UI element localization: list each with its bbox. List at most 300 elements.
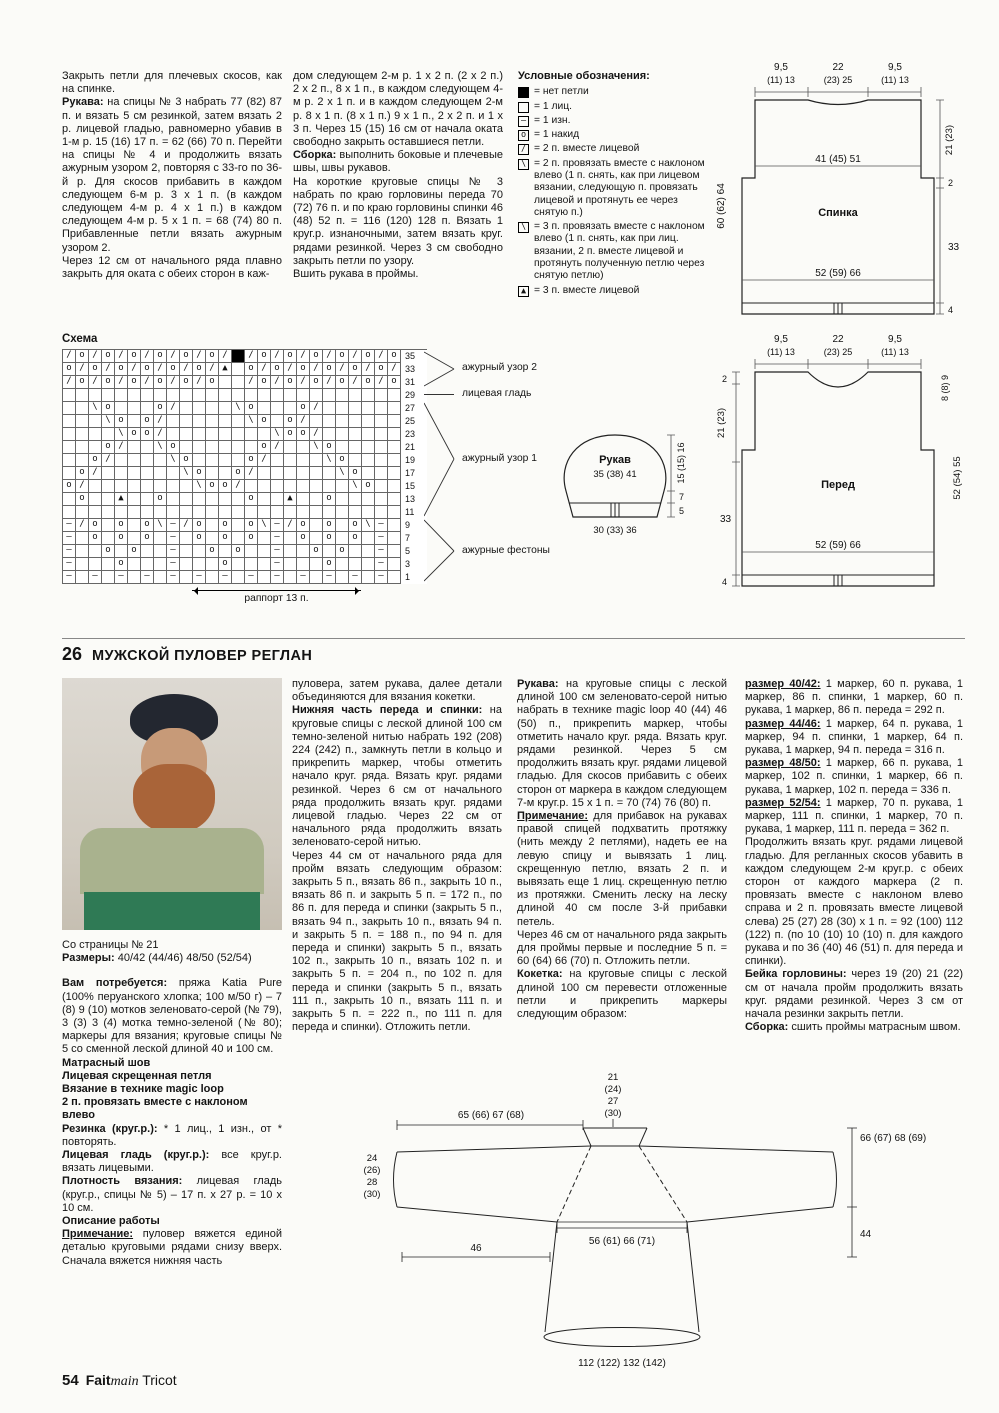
chart-cell [219, 376, 232, 389]
chart-cell: o [323, 493, 336, 506]
rapport-arrow [192, 590, 361, 591]
chart-cell: / [232, 480, 245, 493]
chart-cell: o [258, 350, 271, 363]
chart-cell [388, 454, 401, 467]
paragraph: Лицевая гладь (круг.р.): все круг.р. вязать лицевыми. [62, 1149, 282, 1175]
chart-cell [336, 428, 349, 441]
chart-cell [362, 428, 375, 441]
chart-cell [388, 532, 401, 545]
chart-cell: / [193, 350, 206, 363]
stitch-symbol-icon [518, 102, 529, 113]
chart-cell [63, 415, 76, 428]
chart-cell [310, 532, 323, 545]
chart-cell: – [297, 571, 310, 584]
chart-cell [310, 558, 323, 571]
chart-cell [310, 389, 323, 402]
chart-cell: – [271, 532, 284, 545]
chart-cell [232, 376, 245, 389]
chart-cell: o [206, 350, 219, 363]
chart-cell [102, 571, 115, 584]
chart-cell [76, 415, 89, 428]
chart-cell: / [89, 376, 102, 389]
chart-cell [284, 402, 297, 415]
chart-row [63, 454, 427, 467]
chart-cell [271, 402, 284, 415]
chart-cell [89, 441, 102, 454]
chart-cell [375, 402, 388, 415]
chart-cell [180, 428, 193, 441]
chart-cell [141, 558, 154, 571]
chart-cell: – [375, 519, 388, 532]
chart-cell [284, 454, 297, 467]
chart-cell: / [245, 376, 258, 389]
chart-cell [206, 454, 219, 467]
chart-cell [349, 415, 362, 428]
paragraph: Вшить рукава в проймы. [293, 268, 419, 281]
chart-cell [167, 467, 180, 480]
pattern-label-scallops: ажурные фестоны [462, 545, 550, 556]
chart-row [63, 532, 427, 545]
chart-cell [245, 545, 258, 558]
chart-cell: o [297, 402, 310, 415]
chart-cell [63, 467, 76, 480]
stitch-symbol-icon: – [518, 116, 529, 127]
chart-cell [141, 493, 154, 506]
chart-cell: o [388, 350, 401, 363]
article-column-4 [745, 678, 963, 1034]
chart-cell: \ [362, 519, 375, 532]
stitch-symbol-icon [518, 87, 529, 98]
chart-cell: ▲ [219, 363, 232, 376]
chart-cell [232, 532, 245, 545]
chart-cell: \ [232, 402, 245, 415]
chart-cell: / [115, 441, 128, 454]
chart-cell [180, 506, 193, 519]
chart-cell [141, 467, 154, 480]
chart-cell: o [336, 350, 349, 363]
chart-cell: o [284, 350, 297, 363]
chest-width: 56 (61) 66 (71) [588, 1236, 656, 1247]
chart-cell [167, 506, 180, 519]
chart-cell [388, 519, 401, 532]
chart-cell: o [128, 428, 141, 441]
chart-cell [63, 454, 76, 467]
chart-cell [154, 389, 167, 402]
chart-cell [297, 545, 310, 558]
stitch-symbol-icon: / [518, 144, 529, 155]
chart-cell: o [310, 350, 323, 363]
chart-cell [258, 467, 271, 480]
chart-cell [180, 545, 193, 558]
chart-cell: o [141, 415, 154, 428]
front-left-body: 33 [720, 514, 732, 525]
chart-cell: / [310, 402, 323, 415]
chart-cell [258, 493, 271, 506]
chart-cell: o [258, 441, 271, 454]
paragraph: Плотность вязания: лицевая гладь (круг.р., спицы № 5) – 17 п. х 27 р. = 10 х 10 см. [62, 1175, 282, 1214]
chart-cell [323, 428, 336, 441]
chart-cell: / [63, 376, 76, 389]
chart-cell [180, 480, 193, 493]
front-neck-w: 22 [832, 334, 844, 345]
chart-cell: o [76, 493, 89, 506]
pattern-label-stockinette: лицевая гладь [462, 388, 532, 399]
chart-row-number: 1 [405, 572, 411, 582]
neckband-shape [583, 1128, 647, 1146]
chart-cell [388, 402, 401, 415]
paragraph: Размеры: 40/42 (44/46) 48/50 (52/54) [62, 952, 252, 965]
chart-cell [76, 558, 89, 571]
front-lower-width: 52 (59) 66 [815, 540, 861, 551]
chart-cell [63, 389, 76, 402]
chart-cell [310, 480, 323, 493]
legend-item-text: = 2 п. вместе лицевой [534, 143, 640, 155]
chart-cell: – [63, 558, 76, 571]
page-number: 54 [62, 1372, 79, 1389]
chart-cell [115, 467, 128, 480]
chart-cell: – [63, 571, 76, 584]
chart-cell: o [323, 441, 336, 454]
back-lower-width: 52 (59) 66 [815, 268, 861, 279]
front-left-rib: 4 [722, 577, 728, 587]
legend-items [518, 86, 710, 297]
chart-cell: – [271, 558, 284, 571]
chart-cell [323, 402, 336, 415]
top-column-1 [62, 70, 282, 281]
chart-cell [89, 545, 102, 558]
front-neck-depth: 8 (8) 9 [940, 374, 950, 402]
paragraph: Рукава: на круговые спицы с леской длиной 100 см зеленовато-серой нитью набрать в технике magic loop 40 (44) 46 (50) п., прикрепить маркер, чтобы отметить начало круг. ряда. Вязать круг. рядами резинкой. Через 5 см продолжить вязать круг. рядами лицевой гладью. Для скосов прибавить с обеих сторон от маркера в каждом следующем 7-м круг.р. 15 х 1 п. = 70 (74) 76 (80) п. [517, 678, 727, 809]
chart-cell: / [323, 350, 336, 363]
paragraph: Закрыть петли для плечевых скосов, как на спинке. [62, 70, 282, 96]
chart-cell [115, 389, 128, 402]
construction-diagram [352, 1070, 967, 1370]
chart-cell: / [297, 350, 310, 363]
chart-cell [336, 493, 349, 506]
article-column-3 [517, 678, 727, 1021]
chart-brackets [424, 349, 460, 583]
chart-cell [362, 493, 375, 506]
chart-cell [180, 389, 193, 402]
chart-cell [310, 467, 323, 480]
chart-row [63, 389, 427, 402]
chart-cell: o [219, 532, 232, 545]
chart-cell [167, 493, 180, 506]
chart-cell: o [115, 363, 128, 376]
chart-cell [102, 558, 115, 571]
chart-cell: o [336, 454, 349, 467]
chart-cell [63, 402, 76, 415]
chart-cell: / [284, 363, 297, 376]
chart-cell [206, 467, 219, 480]
stitch-symbol-icon: o [518, 130, 529, 141]
paragraph: Сборка: сшить проймы матрасным швом. [745, 1021, 961, 1034]
chart-cell: / [102, 454, 115, 467]
chart-cell: o [128, 350, 141, 363]
chart-cell [76, 428, 89, 441]
chart-cell: – [141, 571, 154, 584]
sleeve-label: Рукав [599, 454, 631, 466]
chart-cell: o [206, 376, 219, 389]
chart-cell: \ [89, 402, 102, 415]
chart-cell [63, 428, 76, 441]
chart-cell: o [206, 480, 219, 493]
paragraph: дом следующем 2-м р. 1 х 2 п. (2 х 2 п.) 2 х 2 п., 8 х 1 п., в каждом следующем 4-м р. 2 х 1 п. и в каждом следующем 2-м р. 8 х 1 п. (8 х 1 п.) 9 х 1 п., 2 х 2 п. и 1 х 3 п. Через 15 (15) 16 см от начала оката свободно закрыть оставшиеся петли. [293, 70, 503, 149]
chart-cell [297, 467, 310, 480]
chart-row [63, 480, 427, 493]
chart-cell [167, 389, 180, 402]
chart-cell [232, 363, 245, 376]
pattern-label-lace2: ажурный узор 2 [462, 362, 537, 373]
chart-row [63, 467, 427, 480]
chart-cell [141, 402, 154, 415]
chart-cell [336, 415, 349, 428]
chart-row-number: 5 [405, 546, 411, 556]
chart-cell [193, 506, 206, 519]
chart-cell [323, 467, 336, 480]
legend-item-text: = 2 п. провязать вместе с наклоном влево (1 п. снять, как при лицевом вязании, следующую п. провязать лицевой и протянуть ее через снятую п.) [534, 157, 705, 218]
chart-cell [297, 441, 310, 454]
legend-item [518, 143, 710, 155]
chart-cell [336, 532, 349, 545]
article-col1-text [62, 939, 282, 1268]
chart-cell: o [245, 493, 258, 506]
chart-cell: / [76, 363, 89, 376]
chart-cell: / [180, 363, 193, 376]
chart-row-number: 7 [405, 533, 411, 543]
chart-cell [128, 402, 141, 415]
chart-cell [167, 415, 180, 428]
chart-row [63, 558, 427, 571]
chart-cell: / [297, 376, 310, 389]
chart-cell [193, 558, 206, 571]
chart-cell: – [167, 532, 180, 545]
chart-cell: \ [310, 441, 323, 454]
paragraph: Примечание: пуловер вяжется единой деталью круговыми рядами снизу вверх. Сначала вяжется нижняя часть [62, 1228, 282, 1267]
chart-cell [310, 415, 323, 428]
chart-cell [349, 506, 362, 519]
chart-cell [336, 441, 349, 454]
chart-cell [362, 389, 375, 402]
chart-row [63, 519, 427, 532]
chart-cell [258, 545, 271, 558]
chart-cell: o [63, 480, 76, 493]
chart-cell: o [258, 415, 271, 428]
chart-cell [76, 389, 89, 402]
chart-cell: – [167, 519, 180, 532]
chart-cell: / [180, 519, 193, 532]
chart-cell: / [141, 350, 154, 363]
chart-cell: / [115, 376, 128, 389]
chart-cell: – [115, 571, 128, 584]
chart-cell: \ [154, 519, 167, 532]
chart-cell: o [141, 428, 154, 441]
chart-cell [193, 428, 206, 441]
chart-cell: o [180, 350, 193, 363]
chart-cell [180, 415, 193, 428]
chart-cell [219, 389, 232, 402]
paragraph: Резинка (круг.р.): * 1 лиц., 1 изн., от * повторять. [62, 1122, 282, 1148]
chart-cell [206, 441, 219, 454]
chart-cell [219, 454, 232, 467]
paragraph: Через 12 см от начального ряда плавно закрыть для оката с обеих сторон в каж- [62, 254, 282, 281]
chart-cell [271, 506, 284, 519]
chart-cell: – [219, 571, 232, 584]
chart-cell [375, 415, 388, 428]
chart-cell [141, 545, 154, 558]
back-right-yoke: 21 (23) [944, 124, 955, 156]
chart-cell [102, 428, 115, 441]
chart-cell: – [271, 571, 284, 584]
chart-cell: o [76, 376, 89, 389]
chart-cell: / [271, 441, 284, 454]
chart-cell [76, 571, 89, 584]
chart-cell [297, 480, 310, 493]
chart-cell: / [349, 376, 362, 389]
back-shoulder-w1-alt: (11) 13 [767, 75, 795, 85]
chart-cell: o [349, 363, 362, 376]
chart-cell [388, 571, 401, 584]
chart-cell: o [245, 532, 258, 545]
chart-cell [193, 389, 206, 402]
chart-cell [271, 454, 284, 467]
chart-cell [245, 428, 258, 441]
front-shoulder-w1-alt: (11) 13 [767, 347, 795, 357]
chart-cell [141, 441, 154, 454]
paragraph: Матрасный шов [62, 1056, 151, 1069]
back-label: Спинка [818, 207, 858, 219]
front-shoulder-w1: 9,5 [774, 334, 788, 345]
chart-cell [102, 480, 115, 493]
chart-cell: o [362, 480, 375, 493]
chart-cell [362, 558, 375, 571]
back-shoulder-w1: 9,5 [774, 62, 788, 73]
sleeve-bottom-width: 30 (33) 36 [593, 525, 637, 536]
chart-cell: \ [245, 415, 258, 428]
chart-cell: / [245, 350, 258, 363]
chart-cell: – [375, 545, 388, 558]
back-right-step: 2 [948, 178, 954, 188]
chart-cell: \ [323, 454, 336, 467]
chart-row-number: 19 [405, 455, 416, 465]
chart-cell: o [115, 532, 128, 545]
chart-cell: \ [167, 454, 180, 467]
chart-cell [180, 558, 193, 571]
chart-cell [284, 571, 297, 584]
chart-row-number: 17 [405, 468, 416, 478]
chart-cell: o [154, 350, 167, 363]
chart-row-number: 35 [405, 351, 416, 361]
chart-cell: o [76, 350, 89, 363]
paragraph: Через 46 см от начального ряда закрыть для проймы первые и последние 5 п. = 60 (64) 66 (70) п. Отложить петли. [517, 928, 727, 968]
chart-cell: / [375, 350, 388, 363]
chart-cell [284, 441, 297, 454]
chart-cell [362, 441, 375, 454]
article-column-2 [292, 678, 502, 1034]
chart-cell [349, 402, 362, 415]
back-right-body: 33 [948, 242, 960, 253]
chart-cell: o [323, 532, 336, 545]
chart-cell [89, 415, 102, 428]
paragraph: Описание работы [62, 1215, 160, 1228]
back-left-height: 60 (62) 64 [716, 183, 727, 229]
chart-cell: – [245, 571, 258, 584]
sleeve-upper-width: 35 (38) 41 [593, 469, 637, 480]
chart-cell [271, 415, 284, 428]
chart-cell [362, 545, 375, 558]
chart-cell: o [349, 532, 362, 545]
chart-cell: o [297, 363, 310, 376]
lower-height: 44 [860, 1229, 872, 1240]
chart-cell: – [323, 571, 336, 584]
chart-cell: o [271, 363, 284, 376]
chart-cell [349, 545, 362, 558]
chart-cell [245, 558, 258, 571]
chart-cell [323, 480, 336, 493]
chart-cell [76, 545, 89, 558]
chart-cell [102, 467, 115, 480]
chart-cell [232, 454, 245, 467]
legend-item-text: = 3 п. провязать вместе с наклоном влево (1 п. снять, как при лиц. вязании, 2 п. вместе лицевой и протянуть полученную петлю через снятую петлю) [534, 221, 705, 282]
paragraph: размер 52/54: 1 маркер, 70 п. рукава, 1 маркер, 111 п. спинки, 1 маркер, 70 п. рукава, 1 маркер, 111 п. переда = 362 п. [745, 796, 963, 836]
chart-cell: – [375, 532, 388, 545]
chart-cell: \ [271, 428, 284, 441]
chart-cell [271, 493, 284, 506]
chart-cell: o [245, 363, 258, 376]
top-column-2 [293, 70, 503, 281]
cuff-measure-4: (30) [363, 1189, 381, 1200]
chart-cell: o [284, 428, 297, 441]
chart-cell [128, 454, 141, 467]
chart-row [63, 571, 427, 584]
chart-cell: o [362, 376, 375, 389]
chart-cell [219, 415, 232, 428]
chart-cell [141, 480, 154, 493]
chart-cell: o [102, 350, 115, 363]
chart-row-number: 29 [405, 390, 416, 400]
chart-cell: / [154, 415, 167, 428]
paragraph: Вам потребуется: пряжа Katia Pure (100% перуанского хлопка; 100 м/50 г) – 7 (8) 9 (10) мотков зеленовато-серой (№ 79), 3 (3) 3 (4) мотка темно-зеленой (№ 80); маркеры для вязания; круговые спицы № 5 со сменной леской длиной 40 и 100 см. [62, 977, 283, 1056]
chart-cell [141, 454, 154, 467]
chart-cell [388, 506, 401, 519]
paragraph: Продолжить вязать круг. рядами лицевой гладью. Для регланных скосов убавить в каждом следующем 2-м круг.р. с обеих сторон от каждого маркера (2 п. провязать вместе с наклоном влево справа и 2 п. провязать вместе лицевой слева) 25 (27) 28 (30) х 1 п. = 92 (100) 112 (122) п. (по 10 (10) 10 (10) п. для каждого рукава и по 36 (40) 46 (51) п. для переда и спинки). [745, 836, 963, 968]
front-hem-marks [834, 575, 842, 586]
chart-cell: o [102, 441, 115, 454]
chart-cell [284, 558, 297, 571]
pattern-label-lace1: ажурный узор 1 [462, 453, 537, 464]
article-header [62, 638, 965, 665]
chart-cell: o [362, 350, 375, 363]
chart-cell: o [219, 558, 232, 571]
chart-cell [232, 571, 245, 584]
paragraph: Примечание: для прибавок на рукавах правой спицей подхватить протяжку (нить между 2 петлями), надеть ее на левую спицу и вывязать 1 лиц. скрещенную петлю, вязать 2 п. и вывязать еще 1 лиц. скрещенную петлю из протяжки. Сменить леску на леску длиной 40 см после 3-й прибавки петель. [517, 810, 727, 928]
logo-tricot: Tricot [142, 1372, 177, 1388]
chart-cell [336, 558, 349, 571]
legend-item-text: = нет петли [534, 86, 589, 98]
chart-cell: / [63, 350, 76, 363]
chart-cell: ▲ [284, 493, 297, 506]
chart-cell: ▲ [115, 493, 128, 506]
chart-row-number: 3 [405, 559, 411, 569]
chart-cell [219, 428, 232, 441]
chart-cell [388, 467, 401, 480]
chart-cell [206, 532, 219, 545]
chart-cell [128, 558, 141, 571]
chart-cell: / [349, 350, 362, 363]
raglan-lines [557, 1146, 687, 1222]
chart-cell: o [297, 519, 310, 532]
sleeve-length: 46 [470, 1243, 482, 1254]
